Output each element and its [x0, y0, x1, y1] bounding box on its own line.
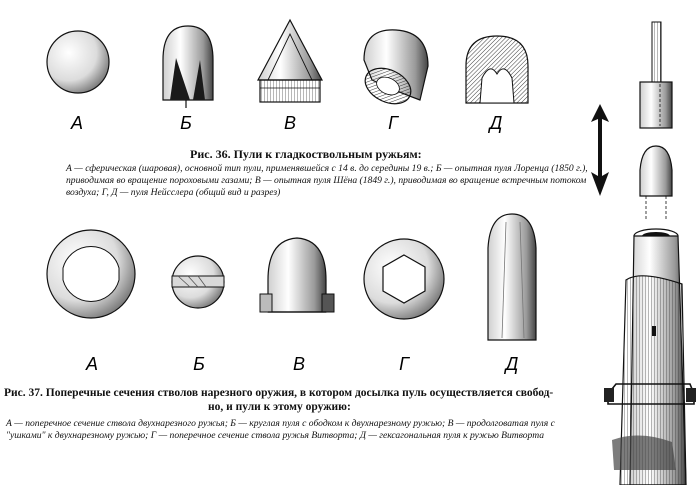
fig36-bullet-b-lorenz [163, 26, 213, 108]
fig37-bullet-d-hexagonal [488, 214, 536, 340]
fig37-caption-body: А — поперечное сечение ствола двухнарезного ружья; Б — круглая пуля с ободком к двухнарезному ружью; В — продолговатая пуля с "ушками" к двухнарезному ружью; Г — поперечное сечение ствола ружья Витворта; Д — гексагональная пуля к ружью Витворта [6, 418, 555, 441]
fig36-caption-body: А — сферическая (шаровая), основной тип пули, применявшейся с 14 в. до середины 19 в.; Б — опытная пуля Лоренца (1850 г.), приводимая во вращение пороховыми газами; В — опытная пуля Шёна (1849 г.), приводимая во вращение встречным потоком воздуха; Г, Д — пуля Нейсслера (общий вид и разрез) [66, 163, 588, 198]
fig36-label-a: А [70, 113, 84, 133]
fig37-caption-title-line1: Рис. 37. Поперечные сечения стволов нарезного оружия, в котором досылка пуль осуществляется свобод- [4, 387, 554, 399]
fig37-section-a-two-groove-bore [47, 230, 135, 318]
fig36-bullet-g-neissler [359, 30, 428, 111]
fig36-bullet-a-sphere [47, 31, 109, 93]
fig36-label-g: Г [388, 113, 398, 133]
fig37-section-g-whitworth-bore [364, 239, 444, 319]
bullet-being-loaded [640, 146, 672, 220]
rifle-muzzle [604, 229, 696, 485]
fig36-label-b: Б [180, 113, 192, 133]
fig37-label-d: Д [505, 354, 519, 374]
fig37-caption-title-line2: но, и пули к этому оружию: [208, 401, 351, 413]
fig36-caption-title: Рис. 36. Пули к гладкоствольным ружьям: [190, 147, 422, 161]
fig37-label-b: Б [193, 354, 205, 374]
ramrod-tip [640, 22, 672, 128]
fig37-label-a: А [85, 354, 99, 374]
fig36-bullet-d-neissler-section [466, 36, 528, 103]
fig37-label-v: В [292, 354, 306, 374]
fig37-bullet-b-round-belted [172, 256, 224, 308]
loading-direction-arrow-icon [591, 104, 609, 196]
fig37-label-g: Г [399, 354, 409, 374]
fig36-label-v: В [283, 113, 297, 133]
fig36-label-d: Д [489, 113, 503, 133]
fig36-bullet-v-schoen [258, 20, 322, 102]
fig37-bullet-v-eared [260, 238, 334, 312]
